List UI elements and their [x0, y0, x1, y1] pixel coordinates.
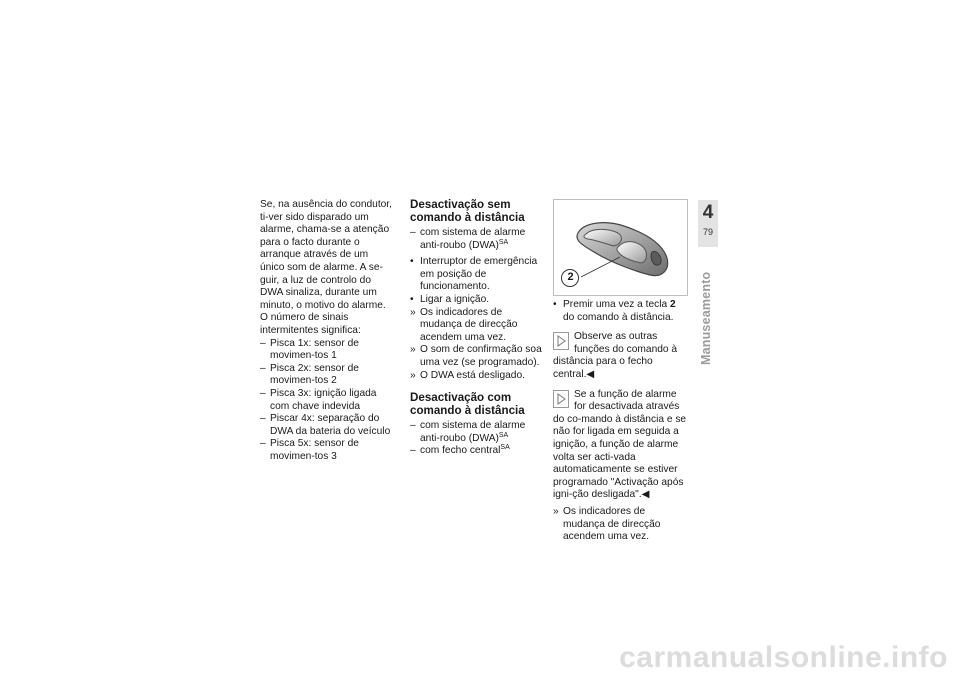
chapter-label-text: Manuseamento: [699, 271, 713, 365]
column-1: [260, 199, 393, 463]
note-auto-reactivation: [553, 389, 688, 502]
step-prefix: Premir uma vez a tecla: [563, 299, 671, 310]
note-triangle-icon: [553, 332, 569, 350]
step-emergency-switch: • Interruptor de emergência em posição de funcionamento.: [410, 256, 543, 294]
chapter-tab: [698, 200, 718, 247]
page-number: 79: [702, 227, 713, 237]
figure-callout-2: 2: [567, 271, 574, 283]
note-1-text: Observe as outras funções do comando à distância para o fecho central.: [553, 331, 678, 380]
result-indicators: » Os indicadores de mudança de direcção acendem uma vez.: [410, 307, 543, 345]
signal-item-5: – Pisca 5x: sensor de movimen-tos 3: [260, 438, 393, 463]
requirement-dwa-text: com sistema de alarme anti-roubo (DWA): [420, 227, 526, 251]
requirement-dwa-2: [410, 420, 543, 445]
note-2-text: Se a função de alarme for desactivada através do co-mando à distância e se não for ligada em seguida a ignição, a função de alarme volta ser acti-vada automaticamente se estiver programado "Activação após igni-ção desligada".: [553, 388, 687, 501]
end-mark: ◀: [641, 489, 650, 501]
section-title-without-remote: Desactivação sem comando à distância: [410, 198, 525, 224]
signals-intro: O número de sinais intermitentes significa:: [260, 312, 361, 336]
result-dwa-off: » O DWA está desligado.: [410, 370, 543, 383]
sa-superscript: SA: [498, 238, 509, 246]
result-confirmation-sound: » O som de confirmação soa uma vez (se programado).: [410, 344, 543, 369]
requirement-central-locking: [410, 445, 543, 458]
sa-superscript: SA: [498, 431, 509, 439]
sa-superscript: SA: [500, 444, 510, 452]
watermark: carmanualsonline.info: [619, 641, 948, 674]
requirement-dwa-2-text: com sistema de alarme anti-roubo (DWA): [420, 420, 526, 444]
note-central-locking: [553, 331, 688, 381]
requirement-central-locking-text: com fecho central: [420, 445, 501, 457]
note-triangle-icon: [553, 390, 569, 408]
remote-key-figure: [553, 199, 688, 296]
step-key-number: 2: [670, 299, 676, 310]
column-2: [410, 199, 543, 458]
signal-item-2: – Pisca 2x: sensor de movimen-tos 2: [260, 363, 393, 388]
end-mark: ◀: [586, 368, 595, 380]
column-3: [553, 199, 688, 544]
signal-item-1: – Pisca 1x: sensor de movimen-tos 1: [260, 338, 393, 363]
section-title-with-remote: Desactivação com comando à distância: [410, 391, 525, 417]
result-indicators-remote: » Os indicadores de mudança de direcção acendem uma vez.: [553, 506, 688, 544]
step-press-key: [553, 299, 688, 324]
step-suffix: do comando à distância.: [563, 311, 674, 323]
signal-item-4: – Piscar 4x: separação do DWA da bateria do veículo: [260, 413, 393, 438]
alarm-intro-paragraph: Se, na ausência do condutor, ti-ver sido disparado um alarme, chama-se a atenção para o facto durante o arranque através de um único som de alarme. A se-guir, a luz de controlo do DWA sinaliza, durante um minuto, o motivo do alarme.: [260, 199, 392, 311]
requirement-dwa: [410, 227, 543, 252]
step-ignition-on: • Ligar a ignição.: [410, 294, 543, 307]
chapter-label: [699, 271, 719, 366]
signal-item-3: – Pisca 3x: ignição ligada com chave indevida: [260, 388, 393, 413]
chapter-number: 4: [702, 202, 714, 223]
